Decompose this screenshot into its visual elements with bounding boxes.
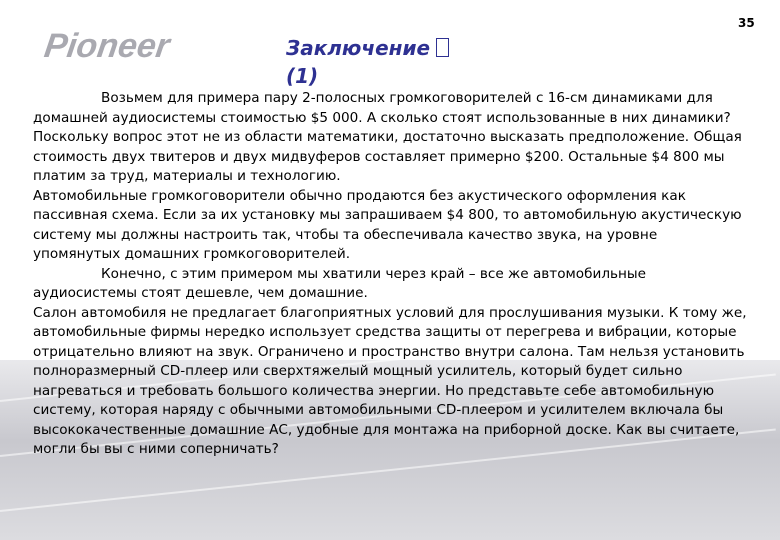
pioneer-logo-text: Pioneer [41,27,172,65]
page-number: 35 [738,16,755,30]
paragraph: Конечно, с этим примером мы хватили через край – все же автомобильные аудиосистемы стоят дешевле, чем домашние. [33,265,646,301]
body-text [33,89,747,460]
paragraph: Возьмем для примера пару 2-полосных громкоговорителей с 16-см динамиками для домашней аудиосистемы стоимостью $5 000. А сколько стоят использованные в них динамики? Поскольку вопрос этот не из области математики, достаточно высказать предположение. Общая стоимость двух твитеров и двух мидвуферов составляет примерно $200. Остальные $4 800 мы платим за труд, материалы и технологию. [33,90,742,184]
slide-title-text: Заключение [286,36,431,60]
slide-title-suffix: (1) [286,64,319,88]
pioneer-logo-mark [40,22,250,68]
placeholder-box-icon [436,38,449,57]
paragraph: Салон автомобиля не предлагает благоприятных условий для прослушивания музыки. К тому же, автомобильные фирмы нередко использует средства защиты от перегрева и вибрации, которые отрицательно влияют на звук. Ограничено и пространство внутри салона. Там нельзя установить полноразмерный CD-плеер или сверхтяжелый мощный усилитель, который будет сильно нагреваться и требовать большого количества энергии. Но представьте себе автомобильную систему, которая наряду с обычными автомобильными CD-плеером и усилителем включала бы высококачественные домашние АС, удобные для монтажа на приборной доске. Как вы считаете, могли бы вы с ними соперничать? [33,304,747,457]
slide-title [286,34,546,90]
pioneer-logo [40,22,250,68]
paragraph: Автомобильные громкоговорители обычно продаются без акустического оформления как пассивная схема. Если за их установку мы запрашиваем $4 800, то автомобильную акустическую систему мы должны настроить так, чтобы та обеспечивала качество звука, на уровне упомянутых домашних громкоговорителей. [33,187,742,262]
